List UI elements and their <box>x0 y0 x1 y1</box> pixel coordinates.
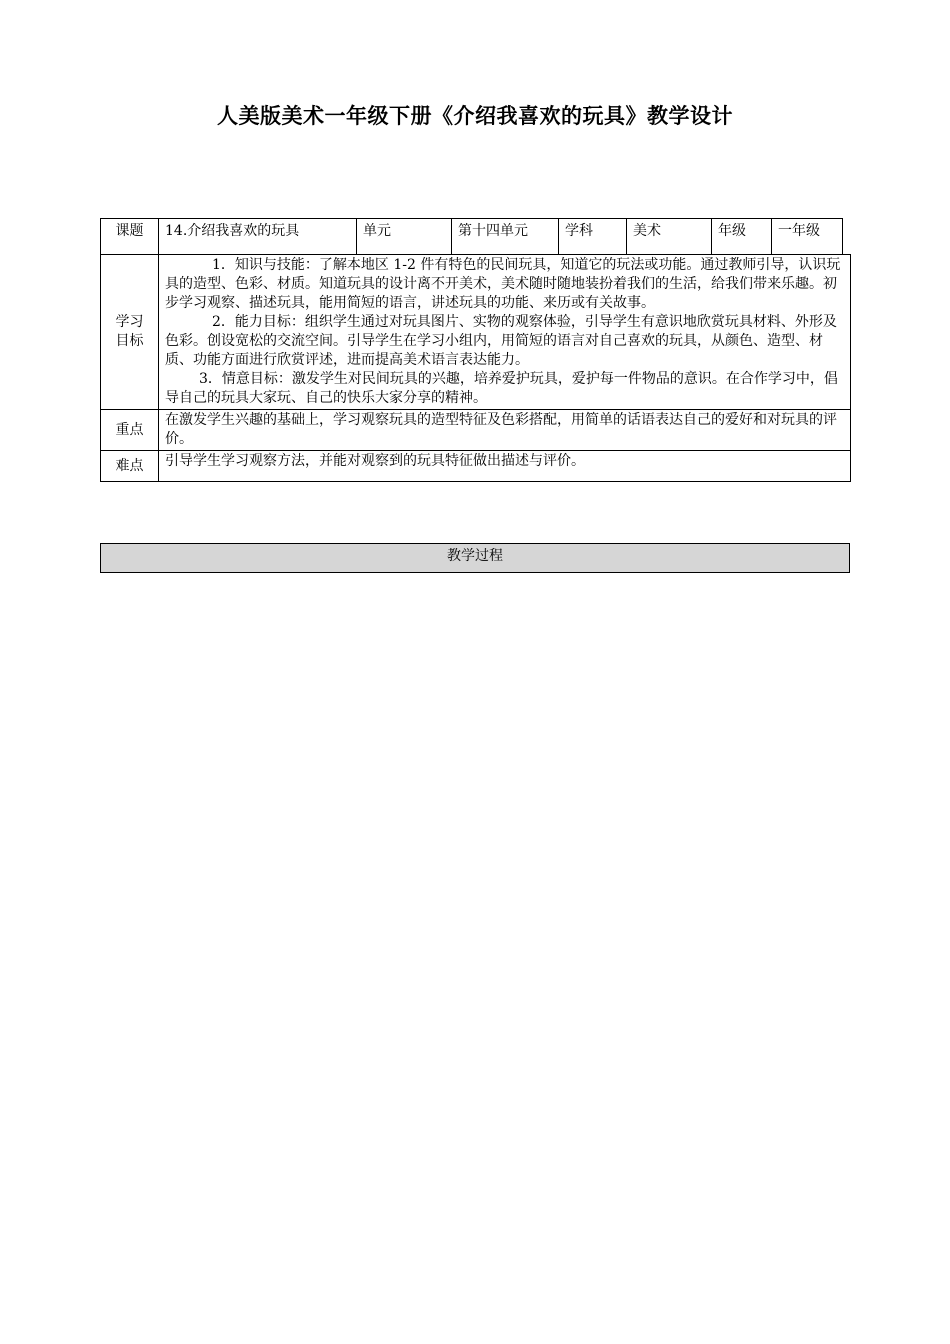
subject-label: 学科 <box>559 219 627 255</box>
topic-value: 14.介绍我喜欢的玩具 <box>159 219 357 255</box>
document-title: 人美版美术一年级下册《介绍我喜欢的玩具》教学设计 <box>217 104 733 128</box>
teaching-process-header: 教学过程 <box>100 543 850 573</box>
grade-value: 一年级 <box>772 219 843 255</box>
difficulties-text: 引导学生学习观察方法，并能对观察到的玩具特征做出描述与评价。 <box>159 451 851 482</box>
difficulties-label: 难点 <box>101 451 159 482</box>
goals-label <box>101 255 159 410</box>
header-gap <box>843 219 851 255</box>
difficulties-row <box>101 451 851 482</box>
key-points-row <box>101 410 851 451</box>
header-row <box>101 219 851 255</box>
unit-label: 单元 <box>357 219 452 255</box>
goals-row <box>101 255 851 410</box>
goal-item-knowledge: 1．知识与技能：了解本地区 1-2 件有特色的民间玩具，知道它的玩法或功能。通过教师引导，认识玩具的造型、色彩、材质。知道玩具的设计离不开美术，美术随时随地装扮着我们的生活，给我们带来乐趣。初步学习观察、描述玩具，能用简短的语言，讲述玩具的功能、来历或有关故事。 <box>165 257 841 311</box>
goals-content <box>159 255 851 410</box>
subject-value: 美术 <box>627 219 712 255</box>
unit-value: 第十四单元 <box>452 219 559 255</box>
key-points-text: 在激发学生兴趣的基础上，学习观察玩具的造型特征及色彩搭配，用简单的话语表达自己的爱好和对玩具的评价。 <box>159 410 851 451</box>
goal-item-emotion: 3．情意目标：激发学生对民间玩具的兴趣，培养爱护玩具，爱护每一件物品的意识。在合作学习中，倡导自己的玩具大家玩、自己的快乐大家分享的精神。 <box>165 371 838 406</box>
key-points-label: 重点 <box>101 410 159 451</box>
goals-label-line1: 学习 <box>115 314 144 330</box>
lesson-info-table <box>100 218 851 482</box>
topic-label: 课题 <box>101 219 159 255</box>
goal-item-ability: 2．能力目标：组织学生通过对玩具图片、实物的观察体验，引导学生有意识地欣赏玩具材料、外形及色彩。创设宽松的交流空间。引导学生在学习小组内，用简短的语言对自己喜欢的玩具，从颜色、造型、材质、功能方面进行欣赏评述，进而提高美术语言表达能力。 <box>165 314 837 368</box>
goals-label-line2: 目标 <box>115 333 144 349</box>
grade-label: 年级 <box>712 219 772 255</box>
